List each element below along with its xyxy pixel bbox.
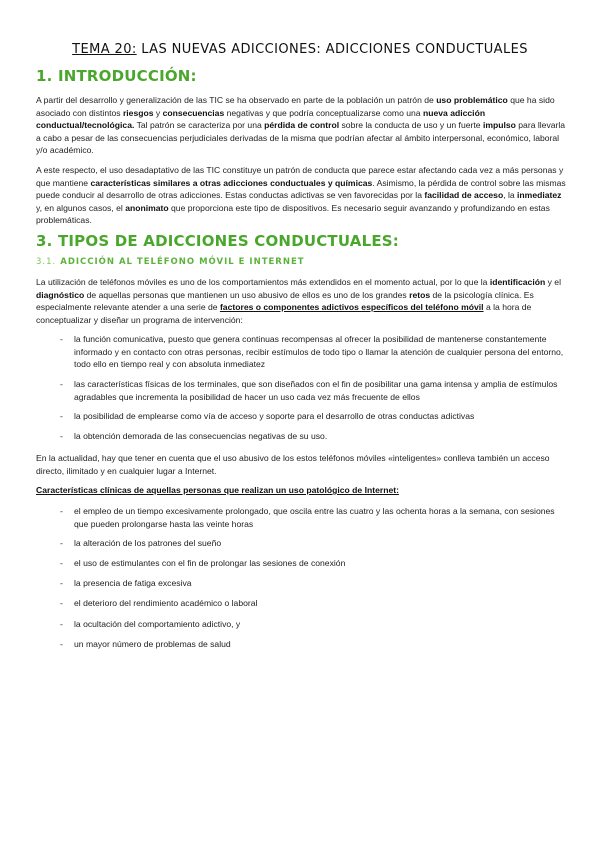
list-item: la función comunicativa, puesto que genera continuas recompensas al ofrecer la posibilidad de mantenerse constantemente informado y en contacto con otras personas, recibir estímulos de todo tipo o llamar la atención de cualquier persona del entorno, todo ello en tiempo real y con absoluta inmediatez — [74, 334, 564, 370]
subsection-title: ADICCIÓN AL TELÉFONO MÓVIL E INTERNET — [60, 257, 305, 267]
list-item: la ocultación del comportamiento adictivo, y — [74, 619, 241, 629]
list-item: la alteración de los patrones del sueño — [74, 538, 222, 548]
list-dash: - — [60, 619, 63, 629]
list-dash: - — [60, 578, 63, 588]
list-item: la presencia de fatiga excesiva — [74, 578, 192, 588]
intro-paragraph-1: A partir del desarrollo y generalización de las TIC se ha observado en parte de la población un patrón de uso problemático que ha sido asociado con distintos riesgos y consecuencias negativas y que podría conceptualizarse como una nueva adicción conductual/tecnológica. Tal patrón se caracteriza por una pérdida de control sobre la conducta de uso y un fuerte impulso para llevarla a cabo a pesar de las consecuencias perjudiciales derivadas de la misma que podrían afectar al ámbito interpersonal, económico, laboral y/o académico. — [36, 95, 566, 156]
list-item: el empleo de un tiempo excesivamente prolongado, que oscila entre las cuatro y las ochenta horas a la semana, con sesiones que pueden prolongarse hasta las veinte horas — [74, 506, 555, 529]
mobile-paragraph-2: En la actualidad, hay que tener en cuenta que el uso abusivo de los estos teléfonos móviles «inteligentes» conlleva también un acceso directo, ilimitado y en cualquier lugar a Internet. — [36, 453, 550, 476]
list-dash: - — [60, 411, 63, 421]
document-title — [0, 42, 600, 57]
intro-paragraph-2: A este respecto, el uso desadaptativo de las TIC constituye un patrón de conducta que parece estar afectando cada vez a más personas y que mantiene características similares a otras adicciones conductuales y químicas. Asimismo, la pérdida de control sobre las mismas puede conducir al desarrollo de otras adicciones. Estas conductas adictivas se ven favorecidas por la facilidad de acceso, la inmediatez y, en algunos casos, el anonimato que proporciona este tipo de dispositivos. Es necesario seguir avanzando y profundizando en estas problemáticas. — [36, 165, 566, 226]
subsection-number: 3.1. — [36, 257, 57, 267]
list-dash: - — [60, 431, 63, 441]
list-dash: - — [60, 334, 63, 344]
list-dash: - — [60, 379, 63, 389]
list-item: la posibilidad de emplearse como vía de acceso y soporte para el desarrollo de otras conductas adictivas — [74, 411, 475, 421]
intro-heading: 1. INTRODUCCIÓN: — [36, 67, 197, 85]
list-dash: - — [60, 639, 63, 649]
clinical-heading: Características clínicas de aquellas personas que realizan un uso patológico de Internet: — [36, 485, 399, 495]
list-dash: - — [60, 598, 63, 608]
list-item: un mayor número de problemas de salud — [74, 639, 231, 649]
list-dash: - — [60, 506, 63, 516]
types-heading: 3. TIPOS DE ADICCIONES CONDUCTUALES: — [36, 232, 399, 250]
list-item: las características físicas de los terminales, que son diseñados con el fin de posibilitar una gama intensa y amplia de estímulos agradables que incrementa la posibilidad de hacer un uso cada vez más frecuente de ellos — [74, 379, 558, 402]
list-item: el uso de estimulantes con el fin de prolongar las sesiones de conexión — [74, 558, 346, 568]
list-item: el deterioro del rendimiento académico o laboral — [74, 598, 258, 608]
list-dash: - — [60, 558, 63, 568]
subsection-heading — [36, 257, 305, 267]
title-text: LAS NUEVAS ADICCIONES: ADICCIONES CONDUCTUALES — [136, 42, 528, 57]
list-item: la obtención demorada de las consecuencias negativas de su uso. — [74, 431, 328, 441]
mobile-paragraph-1: La utilización de teléfonos móviles es uno de los comportamientos más extendidos en el momento actual, por lo que la identificación y el diagnóstico de aquellas personas que mantienen un uso abusivo de ellos es uno de los grandes retos de la psicología clínica. Es especialmente relevante atender a una serie de factores o componentes adictivos específicos del teléfono móvil a la hora de conceptualizar y diseñar un programa de intervención: — [36, 277, 561, 325]
title-prefix: TEMA 20: — [72, 42, 137, 57]
list-dash: - — [60, 538, 63, 548]
